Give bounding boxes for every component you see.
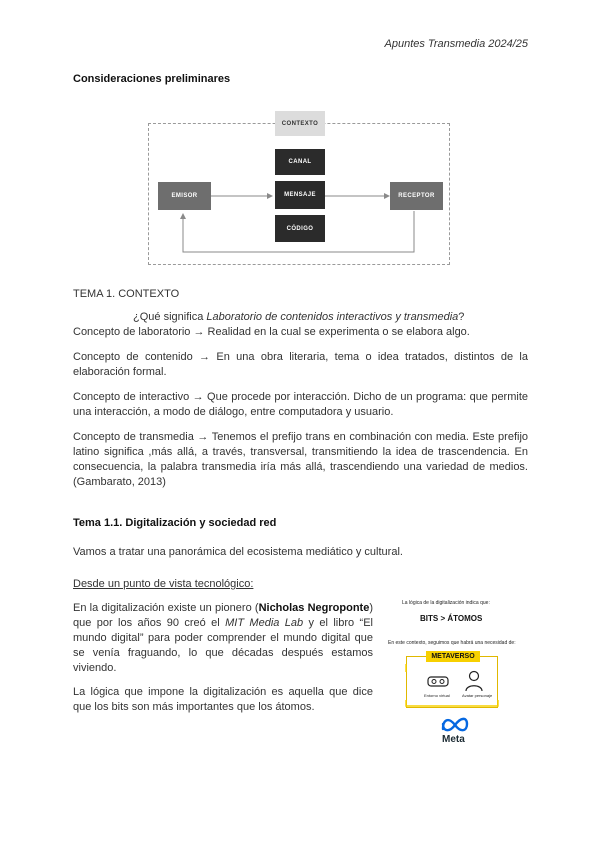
paragraph-transmedia: Concepto de transmedia → Tenemos el prefijo trans en combinación con media. Este prefijo latino significa ,más allá, a través, transversal, transmitiendo la idea de trascendencia. En consecuencia, la palabra transmedia iría más allá, trascendiendo una variedad de medios. (Gambarato, 2013) xyxy=(73,431,528,488)
p1-part-a: En la digitalización existe un pionero ( xyxy=(73,602,259,614)
digitalization-illustration xyxy=(388,600,516,752)
meta-logo-icon xyxy=(440,716,470,732)
illustration-caption-top: La lógica de la digitalización indica que: xyxy=(402,600,490,606)
tema1-question xyxy=(133,310,464,325)
box-mensaje: MENSAJE xyxy=(275,181,325,209)
left-label: Entorno virtual xyxy=(424,693,450,698)
tema1-heading: TEMA 1. CONTEXTO xyxy=(73,288,180,300)
tema11-subheading xyxy=(73,577,253,592)
illustration-caption-mid: En este contexto, seguimos que habrá una necesidad de: xyxy=(388,640,516,646)
paragraph-laboratorio: Concepto de laboratorio → Realidad en la cual se experimenta o se elabora algo. xyxy=(73,326,470,338)
metaverso-tag: METAVERSO xyxy=(426,651,480,662)
section-title: Consideraciones preliminares xyxy=(73,73,231,85)
tema11-intro: Vamos a tratar una panorámica del ecosistema mediático y cultural. xyxy=(73,546,403,558)
paragraph-bits-atomos: La lógica que impone la digitalización es aquella que dice que los bits son más importantes que los átomos. xyxy=(73,686,373,713)
paragraph-interactivo: Concepto de interactivo → Que procede por interacción. Dicho de un programa: que permite una interacción, a modo de diálogo, entre computadora y usuario. xyxy=(73,391,528,418)
mit-media-lab: MIT Media Lab xyxy=(225,617,304,629)
negroponte-name: Nicholas Negroponte xyxy=(258,602,370,614)
question-prefix: ¿Qué significa xyxy=(133,311,207,323)
box-contexto: CONTEXTO xyxy=(275,111,325,136)
running-header: Apuntes Transmedia 2024/25 xyxy=(384,38,528,50)
p1-part-b: ) que por los años 90 creó el xyxy=(73,602,374,629)
paragraph-negroponte xyxy=(73,601,373,676)
box-codigo: CÓDIGO xyxy=(275,215,325,242)
box-emisor: EMISOR xyxy=(158,182,211,210)
p1-part-c: y el libro “El mundo digital” para poder comprender el mundo digital que se venía fraguando, lo que décadas después estamos viviendo. xyxy=(73,617,373,674)
question-suffix: ? xyxy=(458,311,465,323)
right-label: Avatar personaje xyxy=(462,693,493,698)
paragraph-contenido: Concepto de contenido → En una obra literaria, tema o idea tratados, distintos de la elaboración formal. xyxy=(73,351,528,378)
bits-atomos-label: BITS > ÁTOMOS xyxy=(420,614,483,623)
meta-logo-text: Meta xyxy=(442,734,465,745)
subheading-text: Desde un punto de vista tecnológico: xyxy=(73,578,254,590)
box-receptor: RECEPTOR xyxy=(390,182,443,210)
tema11-heading: Tema 1.1. Digitalización y sociedad red xyxy=(73,517,277,529)
box-canal: CANAL xyxy=(275,149,325,175)
metaverso-arrows xyxy=(398,662,506,712)
question-italic: Laboratorio de contenidos interactivos y transmedia xyxy=(206,311,459,323)
